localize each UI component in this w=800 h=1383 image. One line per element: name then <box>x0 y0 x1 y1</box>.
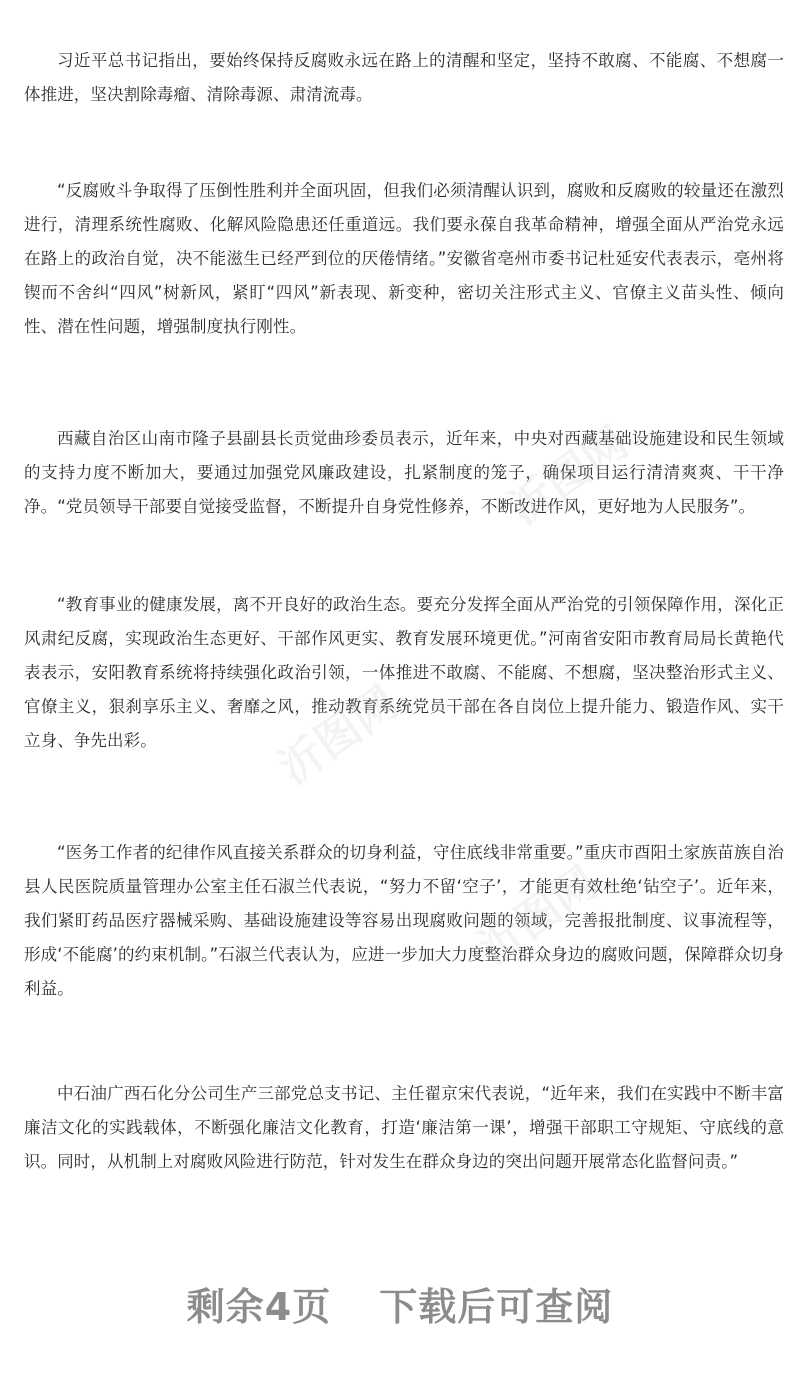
watermark-text: 沂图网 <box>469 856 608 975</box>
article-paragraph-1: 习近平总书记指出，要始终保持反腐败永远在路上的清醒和坚定，坚持不敢腐、不能腐、不想腐一体推进，坚决割除毒瘤、清除毒源、肃清流毒。 <box>24 51 784 104</box>
watermark-text: 沂图网 <box>499 416 638 535</box>
watermark-text: 沂图网 <box>269 676 408 795</box>
article-paragraph-5: “医务工作者的纪律作风直接关系群众的切身利益，守住底线非常重要。”重庆市酉阳土家族苗族自治县人民医院质量管理办公室主任石淑兰代表说，“努力不留‘空子’，才能更有效杜绝‘钻空子’。近年来，我们紧盯药品医疗器械采购、基础设施建设等容易出现腐败问题的领域，完善报批制度、议事流程等，形成‘不能腐’的约束机制。”石淑兰代表认为，应进一步加大力度整治群众身边的腐败问题，保障群众切身利益。 <box>24 843 784 998</box>
article-paragraph-3: 西藏自治区山南市隆子县副县长贡觉曲珍委员表示，近年来，中央对西藏基础设施建设和民生领域的支持力度不断加大，要通过加强党风廉政建设，扎紧制度的笼子，确保项目运行清清爽爽、干干净净。“党员领导干部要自觉接受监督，不断提升自身党性修养，不断改进作风，更好地为人民服务”。 <box>24 429 784 516</box>
article-paragraph-6: 中石油广西石化分公司生产三部党总支书记、主任翟京宋代表说，“近年来，我们在实践中不断丰富廉洁文化的实践载体，不断强化廉洁文化教育，打造‘廉洁第一课’，增强干部职工守规矩、守底线的意识。同时，从机制上对腐败风险进行防范，针对发生在群众身边的突出问题开展常态化监督问责。” <box>24 1084 784 1171</box>
remaining-pages-banner[interactable] <box>0 1276 800 1331</box>
remaining-pages-label: 剩余4页 <box>186 1285 332 1329</box>
article-paragraph-2: “反腐败斗争取得了压倒性胜利并全面巩固，但我们必须清醒认识到，腐败和反腐败的较量还在激烈进行，清理系统性腐败、化解风险隐患还任重道远。我们要永葆自我革命精神，增强全面从严治党永远在路上的政治自觉，决不能滋生已经严到位的厌倦情绪。”安徽省亳州市委书记杜延安代表表示，亳州将锲而不舍纠“四风”树新风，紧盯“四风”新表现、新变种，密切关注形式主义、官僚主义苗头性、倾向性、潜在性问题，增强制度执行刚性。 <box>24 181 784 336</box>
download-to-view-label: 下载后可查阅 <box>379 1285 614 1329</box>
article-paragraph-4: “教育事业的健康发展，离不开良好的政治生态。要充分发挥全面从严治党的引领保障作用，深化正风肃纪反腐，实现政治生态更好、干部作风更实、教育发展环境更优。”河南省安阳市教育局局长黄艳代表表示，安阳教育系统将持续强化政治引领，一体推进不敢腐、不能腐、不想腐，坚决整治形式主义、官僚主义，狠刹享乐主义、奢靡之风，推动教育系统党员干部在各自岗位上提升能力、锻造作风、实干立身、争先出彩。 <box>24 595 784 750</box>
